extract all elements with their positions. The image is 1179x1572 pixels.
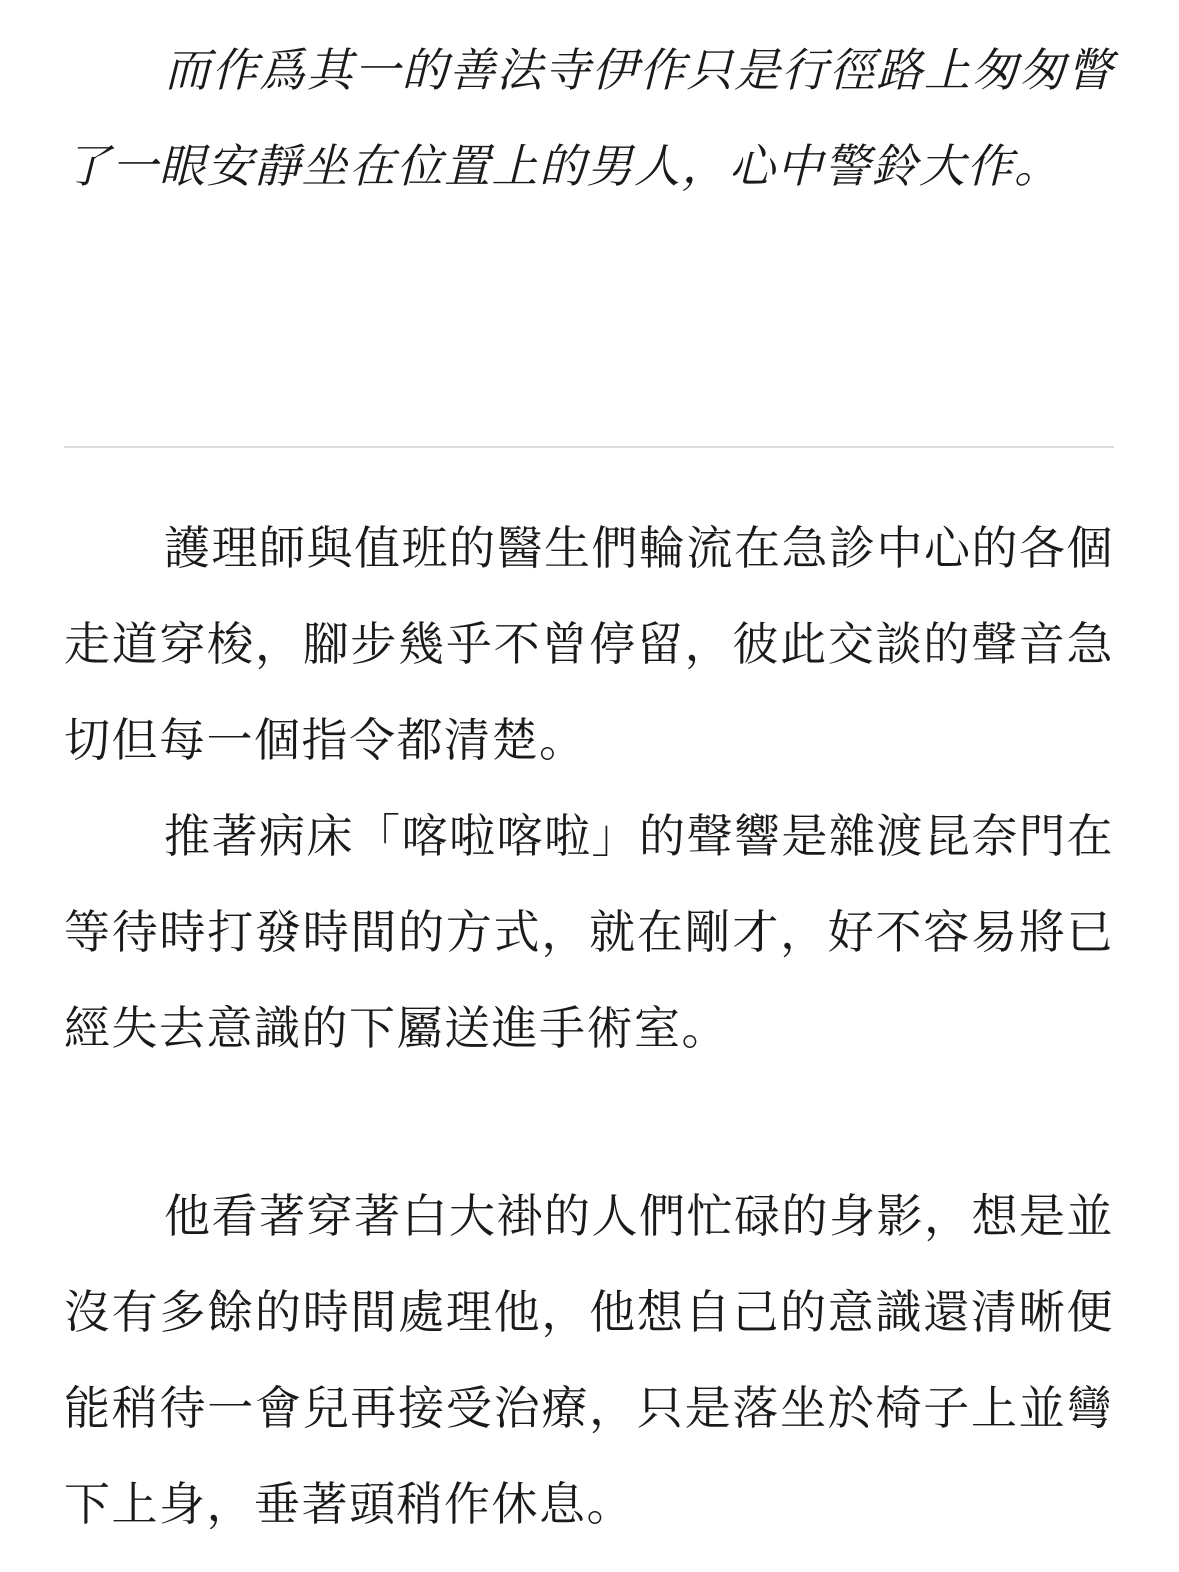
text-section-bottom [64,1168,1114,1552]
paragraph-stretcher: 推著病床「喀啦喀啦」的聲響是雜渡昆奈門在等待時打發時間的方式，就在剛才，好不容易將已經失去意識的下屬送進手術室。 [64,809,1114,1055]
paragraph-italic-intro: 而作爲其一的善法寺伊作只是行徑路上匆匆瞥了一眼安靜坐在位置上的男人，心中警鈴大作。 [64,43,1114,193]
text-section-top [64,22,1114,214]
text-section-middle [64,500,1114,1076]
section-divider [64,446,1114,448]
paragraph-waiting: 他看著穿著白大褂的人們忙碌的身影，想是並沒有多餘的時間處理他，他想自己的意識還清晰便能稍待一會兒再接受治療，只是落坐於椅子上並彎下上身，垂著頭稍作休息。 [64,1189,1114,1531]
paragraph-nurses: 護理師與值班的醫生們輪流在急診中心的各個走道穿梭，腳步幾乎不曾停留，彼此交談的聲音急切但每一個指令都清楚。 [64,521,1114,767]
